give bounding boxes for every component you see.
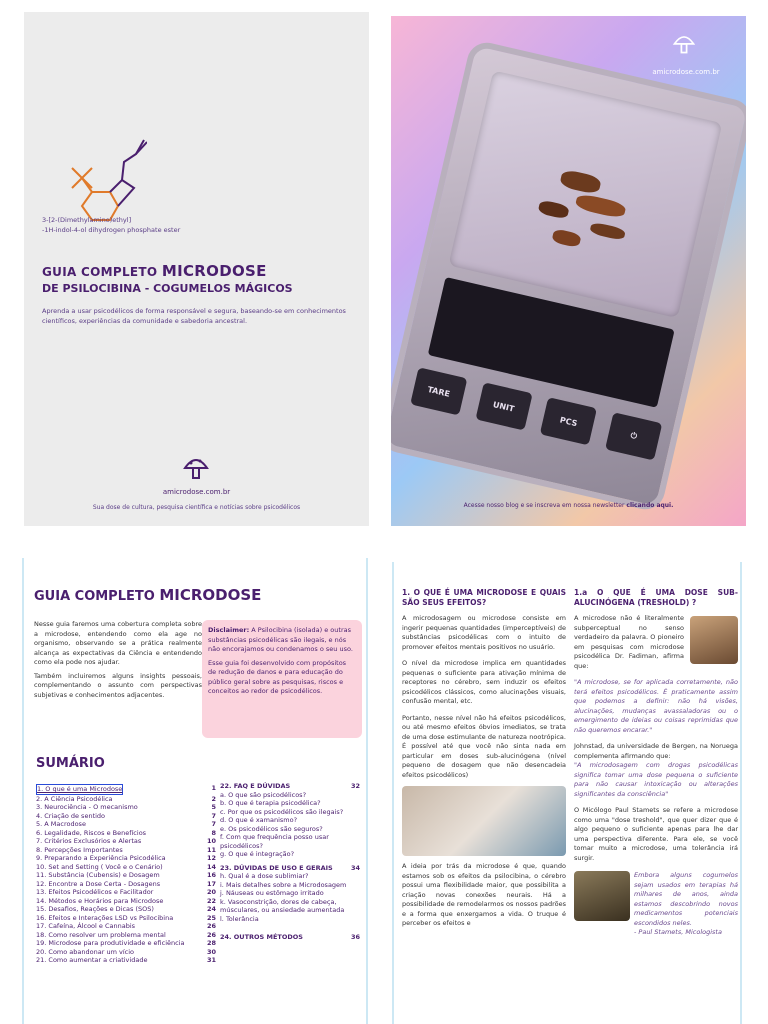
cover-intro: Aprenda a usar psicodélicos de forma responsável e segura, baseando-se em conhecimentos científicos, experiências da comunidade e sabedoria ancestral. [42,307,346,325]
toc-sub-item[interactable]: e. Os psicodélicos são seguros? [220,824,323,833]
toc-entry[interactable] [36,820,216,829]
toc-entry[interactable] [36,863,216,872]
toc-sub-item[interactable]: b. O que é terapia psicodélica? [220,799,321,807]
photo-page [391,16,746,526]
toc-sub-item[interactable]: h. Qual é a dose sublimiar? [220,872,309,880]
disclaimer-text: A Psilocibina (isolada) e outras substâncias psicodélicas são ilegais, e nós não encorajamos ou condenamos o seu uso. [208,626,353,653]
guide-title [34,586,261,604]
toc-entry-page: 7 [211,811,216,820]
toc-sub-item[interactable]: f. Com que frequência posso usar psicodélicos? [220,833,329,850]
toc-entry-page: 12 [206,854,216,862]
disclaimer-label: Disclaimer: [208,626,250,634]
toc-entry[interactable] [36,931,216,940]
toc-entry-page: 2 [211,794,216,803]
toc-entry[interactable] [36,795,216,804]
digital-scale [391,39,746,513]
scale-plate [448,70,722,318]
disclaimer-box [202,620,362,738]
fadiman-photo [690,616,738,664]
article-heading-1: 1. O QUE É UMA MICRODOSE E QUAIS SÃO SEUS EFEITOS? [402,588,566,607]
toc-entry[interactable] [36,939,216,948]
unit-button: UNIT [475,382,532,430]
tare-button: TARE [410,367,467,415]
toc-entry-title[interactable]: 18. Como resolver um problema mental [36,930,166,939]
article-q1: A microdose não é literalmente subperceptual no senso verdadeiro da palavra. O pioneiro em pesquisas com microdose psicodélica Dr. Fadiman, afirma que: [574,614,684,670]
toc-sub-item[interactable]: d. O que é xamanismo? [220,816,298,824]
toc-entry-title[interactable]: 6. Legalidade, Riscos e Benefícios [36,828,147,837]
toc-entry-page: 20 [206,888,216,896]
article-q6: Embora alguns cogumelos sejam usados em terapias há milhares de anos, ainda estamos descobrindo novos medicamentos potenciais escondidos neles. [634,871,738,927]
toc-sub-item[interactable]: c. Por que os psicodélicos são ilegais? [220,807,344,816]
microdose-photo [402,786,566,856]
toc-entry[interactable] [36,956,216,965]
cover-subtitle: DE PSILOCIBINA - COGUMELOS MÁGICOS [42,282,293,295]
toc-entry[interactable] [36,784,216,795]
summary-page [22,558,368,1024]
toc-entry[interactable] [36,837,216,846]
toc-entry-page: 22 [206,896,216,905]
title-pre: GUIA COMPLETO [42,265,158,279]
toc-entry-title[interactable]: 20. Como abandonar um vício [36,947,134,956]
toc-usage-page: 34 [350,863,360,872]
article-q6-author: - Paul Stamets, Micologista [634,928,722,936]
toc-entry-page: 8 [211,828,216,837]
toc-entry-title[interactable]: 19. Microdose para produtividade e eficiência [36,939,185,947]
toc-entry[interactable] [36,803,216,812]
article-q3: Johnstad, da universidade de Bergen, na Noruega complementa afirmando que: [574,742,738,760]
toc-entry-title[interactable]: 12. Encontre a Dose Certa - Dosagens [36,879,161,888]
toc-sub-item[interactable]: i. Mais detalhes sobre a Microdosagem [220,880,347,889]
toc-entry-title[interactable]: 14. Métodos e Horários para Microdose [36,896,164,905]
mushroom-logo-icon [671,30,697,56]
summary-title: SUMÁRIO [36,756,105,771]
toc-entry[interactable] [36,905,216,914]
chem-line-2: -1H-indol-4-ol dihydrogen phosphate ester [42,226,181,234]
article-para-4: A ideia por trás da microdose é que, quando estamos sob os efeitos da psilocibina, o cérebro possui uma flexibilidade maior, que possibilita a criação novas conexões neurais. Há a possibilidade de remodelarmos os nossos padrões e a forma que enxergamos a vida. O truque é perceber os efeitos e [402,862,566,927]
toc-entry-page: 26 [206,922,216,930]
cover-page [24,12,369,526]
toc-entry-title[interactable]: 17. Cafeína, Álcool e Cannabis [36,922,136,930]
chemical-name [42,215,180,235]
toc-sub-item[interactable]: a. O que são psicodélicos? [220,790,307,799]
toc-entry-title[interactable]: 8. Percepções Importantes [36,845,123,854]
toc-entry[interactable] [36,914,216,923]
cover-title [42,262,267,280]
guide-intro [34,620,202,700]
toc-entry-page: 16 [206,871,216,879]
article-para-2: O nível da microdose implica em quantidades pequenas o suficiente para ativação mínima de receptores no cérebro, sem induzir os efeitos psicodélicos clássicos, como alucinações visuais, confusão mental, etc. [402,659,566,705]
title-strong: MICRODOSE [161,262,267,280]
article-para-1: A microdosagem ou microdose consiste em ingerir pequenas quantidades (imperceptíveis) de substâncias psicodélicas com o intuito de promover efeitos mentais positivos no usuário. [402,614,566,651]
toc-sub-item[interactable]: l. Tolerância [220,914,259,923]
toc-entry-page: 24 [206,905,216,913]
blog-text: Acesse nosso blog e se inscreva em nossa newsletter [463,502,625,509]
toc-entry-title[interactable]: 1. O que é uma Microdose [37,785,123,793]
guide-para-1: Nesse guia faremos uma cobertura completa sobre a microdose, entendendo como ela age no organismo, observando se a prática realmente alcança as expectativas da Ciência e entendendo como ela pode nos ajudar. [34,620,202,666]
guide-para-2: Também incluiremos alguns insights pessoais, complementando o assunto com perspectivas subjetivas e conhecimentos adjacentes. [34,671,202,699]
toc-entry-page: 7 [211,820,216,828]
article-heading-2: 1.a O QUE É UMA DOSE SUB-ALUCINÓGENA (TRESHOLD) ? [574,588,738,607]
pcs-button: PCS [540,397,597,445]
article-page [392,562,742,1024]
article-q2: "A microdose, se for aplicada corretamente, não terá efeitos psicodélicos. É praticamente assim que podemos a definir: não há visões, alucinações, mudanças avassaladoras ou o emergimento de ideias ou coisas reprimidas que não queremos encarar." [574,678,738,734]
toc-entry-page: 26 [206,930,216,939]
toc-entry[interactable] [36,948,216,957]
toc-usage-heading[interactable]: 23. DÚVIDAS DE USO E GERAIS [220,863,333,872]
toc-entry-page: 14 [206,862,216,871]
toc-entry-title[interactable]: 7. Critérios Exclusórios e Alertas [36,837,142,845]
toc-entry-title[interactable]: 10. Set and Setting ( Você e o Cenário) [36,862,163,871]
article-para-3: Portanto, nesse nível não há efeitos psicodélicos, ou até mesmo efeitos óbvios imediatos, se trata de uma dose estimulante de natureza nootrópica. É possível até que você não sinta nada em particular em doses sub-alucinógena (nível pequeno de dosagem que não desencadeia efeitos psicodélicos) [402,713,566,779]
toc-other-heading[interactable]: 24. OUTROS MÉTODOS [220,933,303,941]
power-icon: ⏻ [605,412,662,460]
toc-entry-title[interactable]: 2. A Ciência Psicodélica [36,794,113,803]
toc-entry[interactable] [36,922,216,931]
molecule-diagram [52,132,147,222]
toc-entry[interactable] [36,854,216,863]
toc-entry-title[interactable]: 11. Substância (Cubensis) e Dosagem [36,871,160,879]
toc-entry[interactable] [36,812,216,821]
toc-entry-page: 10 [206,837,216,845]
toc-entry-page: 11 [206,845,216,854]
toc-left [36,784,216,965]
toc-entry-page: 31 [206,956,216,964]
toc-entry-title[interactable]: 15. Desafios, Reações e Dicas (SOS) [36,905,154,913]
toc-entry-page: 25 [206,913,216,922]
toc-entry-title[interactable]: 16. Efeitos e Interações LSD vs Psilocibina [36,913,174,922]
chem-line-1: 3-[2-(Dimethylamino)ethyl] [42,216,132,224]
blog-line [391,502,746,509]
toc-entry-page: 17 [206,879,216,888]
toc-right [220,782,360,942]
toc-faq-items [220,791,360,859]
toc-other-page: 36 [350,933,360,941]
toc-entry-title[interactable]: 5. A Macrodose [36,820,86,828]
cover-tagline: Sua dose de cultura, pesquisa científica e notícias sobre psicodélicos [92,504,301,511]
article-col-left [402,588,566,929]
toc-usage-items [220,872,360,923]
toc-entry[interactable] [36,880,216,889]
toc-sub-item[interactable]: j. Náuseas ou estômago irritado [220,889,324,897]
toc-sub-item[interactable]: g. O que é integração? [220,850,295,858]
toc-entry[interactable] [36,871,216,880]
toc-entry-page: 30 [206,947,216,956]
cover-site[interactable]: amicrodose.com.br [162,488,231,496]
toc-entry-title[interactable]: 4. Criação de sentido [36,811,106,820]
mushroom-logo-icon [181,452,211,482]
toc-entry[interactable] [36,897,216,906]
toc-entry-title[interactable]: 13. Efeitos Psicodélicos e Facilitador [36,888,154,896]
toc-entry[interactable] [36,846,216,855]
toc-sub-item[interactable]: k. Vasoconstrição, dores de cabeça, músculares, ou ansiedade aumentada [220,897,345,914]
disclaimer-text-2: Esse guia foi desenvolvido com propósitos de redução de danos e para educação do público geral sobre as pesquisas, riscos e conceitos ao redor de psicodélicos. [208,658,347,695]
toc-entry-page: 5 [211,803,216,811]
toc-entry-page: 1 [211,784,216,792]
stamets-photo [574,871,630,921]
toc-faq-page: 32 [350,782,360,790]
toc-entry[interactable] [36,829,216,838]
toc-entry-title[interactable]: 21. Como aumentar a criatividade [36,956,148,964]
photo-site[interactable]: amicrodose.com.br [652,68,720,76]
guide-title-strong: MICRODOSE [159,586,262,604]
toc-entry-title[interactable]: 9. Preparando a Experiência Psicodélica [36,854,166,862]
guide-title-pre: GUIA COMPLETO [34,589,155,604]
article-q4: "A microdosagem com drogas psicodélicas significa tomar uma dose pequena o suficiente para não causar intoxicação ou alterações significantes da consciência" [574,761,738,798]
toc-entry-title[interactable]: 3. Neurociência - O mecanismo [36,803,138,811]
toc-faq-heading[interactable]: 22. FAQ E DÚVIDAS [220,782,291,790]
article-col-right [574,588,738,938]
article-q5: O Micólogo Paul Stamets se refere a microdose como uma "dose treshold", que quer dizer que é algo pequeno o suficiente apenas para lhe dar uma perspectiva diferente. Para ele, se você tomar muito a microdose, uma tolerância irá surgir. [574,806,738,862]
toc-entry-page: 28 [206,939,216,947]
toc-entry[interactable] [36,888,216,897]
blog-link[interactable]: clicando aqui. [626,502,674,509]
